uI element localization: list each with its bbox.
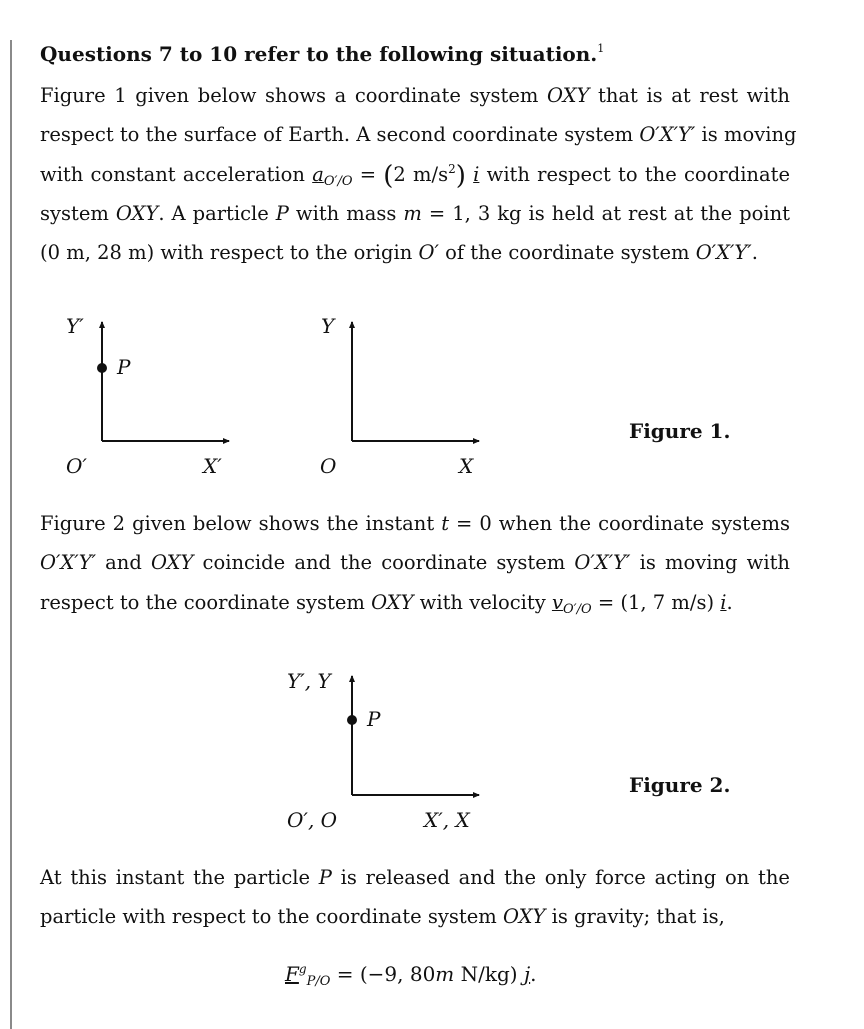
para2-line3: respect to the coordinate system OXY with velocity $v_{O'/O} = (1$, 7 m/s) i.	[40, 591, 733, 617]
particle-p-dot	[97, 363, 107, 373]
para1-line2: respect to the surface of Earth. A second coordinate system O′X′Y′ is moving	[40, 123, 797, 146]
para3-line2: particle with respect to the coordinate system OXY is gravity; that is,	[40, 905, 725, 928]
origin-label: O	[320, 454, 337, 478]
axes-prime	[66, 314, 229, 478]
accel-symbol: a	[312, 163, 324, 186]
point-p-label: P	[117, 355, 131, 379]
force-symbol: F	[285, 962, 299, 986]
x-label: X	[459, 454, 474, 478]
footnote-mark: 1	[597, 42, 605, 55]
gravity-force-formula: $F^g_{P/O} = (-9$, 80m N/kg) j.	[285, 962, 537, 989]
para1-line1: Figure 1 given below shows a coordinate system OXY that is at rest with	[40, 84, 790, 107]
figure2-caption: Figure 2.	[629, 773, 731, 797]
y-label: Y	[321, 314, 335, 338]
origin-combined-label: O′, O	[287, 808, 338, 832]
x-prime-label: X′	[203, 454, 222, 478]
para3-line1: At this instant the particle P is released and the only force acting on the	[40, 866, 790, 889]
left-margin-rule	[10, 40, 12, 1029]
y-combined-label: Y′, Y	[287, 669, 331, 693]
point-p-label: P	[367, 707, 381, 731]
figure-1	[0, 300, 864, 500]
section-heading	[40, 42, 604, 66]
figure1-caption: Figure 1.	[629, 419, 731, 443]
figure-2	[0, 660, 864, 850]
velocity-symbol: v	[551, 591, 563, 614]
para2-line2: O′X′Y′ and OXY coincide and the coordinate system O′X′Y′ is moving with	[40, 551, 790, 574]
particle-p-dot	[347, 715, 357, 725]
x-combined-label: X′, X	[424, 808, 470, 832]
para1-line4: system OXY. A particle P with mass m = 1, 3 kg is held at rest at the point	[40, 202, 790, 225]
para2-line1: Figure 2 given below shows the instant t = 0 when the coordinate systems	[40, 512, 790, 535]
heading-text: Questions 7 to 10 refer to the following situation.	[40, 42, 598, 66]
para1-line5: (0 m, 28 m) with respect to the origin O′ of the coordinate system O′X′Y′.	[40, 241, 758, 264]
origin-prime-label: O′	[66, 454, 87, 478]
para1-line3: with constant acceleration $a_{O'/O} = (2$ $m/s^2$) i with respect to the coordinate	[40, 161, 790, 191]
y-prime-label: Y′	[66, 314, 84, 338]
axes-fixed	[320, 314, 479, 478]
